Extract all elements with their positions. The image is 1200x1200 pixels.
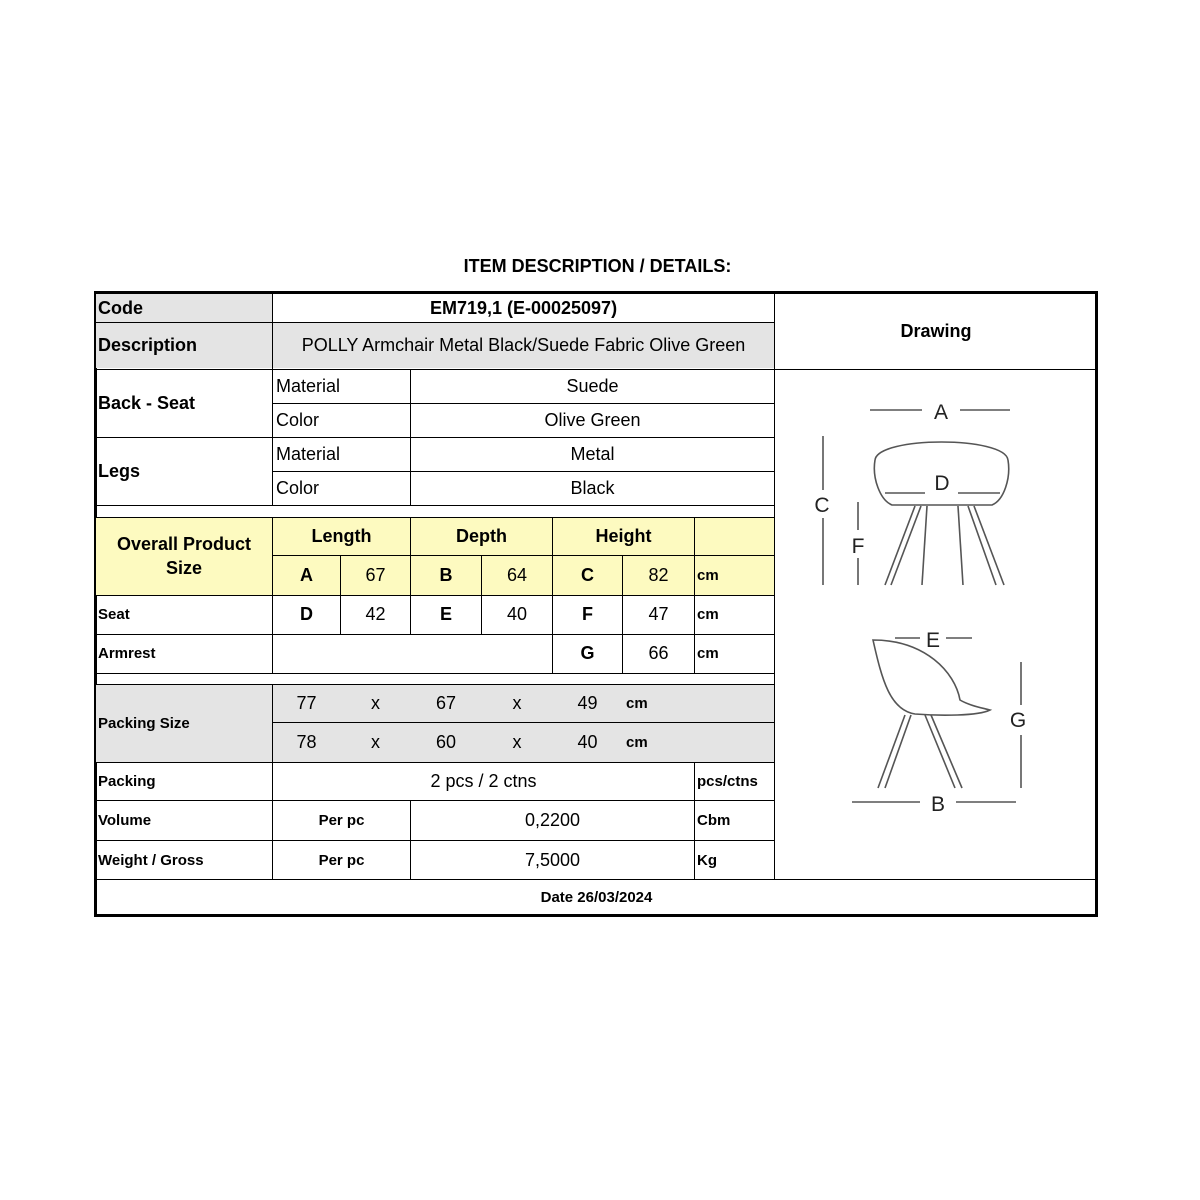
- value-g: 66: [648, 643, 669, 663]
- packing-value: 2 pcs / 2 ctns: [430, 770, 537, 791]
- key-a: A: [300, 565, 313, 585]
- weight-unit: Kg: [697, 851, 717, 869]
- value-f: 47: [648, 604, 669, 624]
- packing-label: Packing: [98, 772, 156, 790]
- drawing-label-b: B: [930, 793, 946, 816]
- value-a: 67: [365, 565, 386, 585]
- overall-unit: cm: [697, 567, 719, 584]
- drawing-label-g: G: [1009, 709, 1027, 732]
- back-seat-color: Olive Green: [544, 409, 641, 430]
- legs-color: Black: [570, 477, 615, 498]
- pack2-unit: cm: [626, 734, 648, 751]
- depth-header: Depth: [456, 525, 507, 546]
- value-c: 82: [648, 565, 669, 585]
- value-d: 42: [365, 604, 386, 624]
- weight-value: 7,5000: [524, 849, 581, 870]
- pack2-width: 60: [435, 732, 457, 752]
- pack1-unit: cm: [626, 694, 648, 712]
- pack2-height: 40: [577, 732, 598, 752]
- height-header: Height: [595, 525, 652, 546]
- volume-value: 0,2200: [524, 810, 581, 830]
- back-seat-material-label: Material: [276, 375, 341, 396]
- seat-label: Seat: [98, 606, 130, 623]
- weight-label: Weight / Gross: [98, 851, 204, 869]
- drawing-label-e: E: [925, 629, 941, 652]
- code-label: Code: [98, 297, 143, 318]
- back-seat-material: Suede: [566, 375, 619, 396]
- code-value: EM719,1 (E-00025097): [429, 297, 618, 318]
- overall-size-label-line1: Overall Product: [116, 534, 252, 554]
- packing-unit: pcs/ctns: [697, 772, 758, 790]
- legs-color-label: Color: [276, 477, 320, 498]
- date: Date 26/03/2024: [540, 889, 653, 906]
- overall-size-label-line2: Size: [165, 558, 203, 578]
- weight-per: Per pc: [318, 851, 365, 869]
- key-e: E: [439, 604, 452, 624]
- pack1-length: 77: [296, 692, 317, 713]
- document-title: ITEM DESCRIPTION / DETAILS:: [463, 256, 732, 276]
- drawing-header: Drawing: [900, 321, 972, 341]
- pack2-length: 78: [296, 732, 317, 752]
- pack2-x1: x: [371, 732, 380, 752]
- value-e: 40: [506, 604, 528, 624]
- description-label: Description: [98, 335, 198, 355]
- armrest-unit: cm: [697, 645, 719, 662]
- packing-size-label: Packing Size: [98, 714, 190, 732]
- drawing-label-c: C: [814, 494, 830, 517]
- pack2-x2: x: [512, 732, 522, 752]
- back-seat-label: Back - Seat: [98, 392, 196, 413]
- key-d: D: [300, 604, 313, 624]
- pack1-height: 49: [577, 692, 598, 713]
- volume-label: Volume: [98, 812, 152, 829]
- description-value: POLLY Armchair Metal Black/Suede Fabric Olive Green: [301, 335, 746, 355]
- legs-label: Legs: [98, 460, 141, 481]
- back-seat-color-label: Color: [276, 409, 320, 430]
- legs-material-label: Material: [276, 443, 341, 464]
- armrest-label: Armrest: [98, 645, 156, 662]
- seat-unit: cm: [697, 606, 719, 623]
- key-g: G: [580, 643, 595, 663]
- length-header: Length: [311, 525, 372, 546]
- pack1-x1: x: [371, 692, 380, 713]
- key-b: B: [439, 565, 453, 585]
- drawing-label-a: A: [933, 401, 949, 424]
- pack1-x2: x: [512, 692, 522, 713]
- drawing-label-d: D: [934, 472, 950, 495]
- key-c: C: [581, 565, 594, 585]
- volume-per: Per pc: [318, 812, 365, 829]
- volume-unit: Cbm: [697, 812, 731, 829]
- legs-material: Metal: [570, 443, 615, 464]
- value-b: 64: [506, 565, 528, 585]
- key-f: F: [582, 604, 593, 624]
- drawing-label-f: F: [851, 535, 865, 558]
- pack1-width: 67: [435, 692, 457, 713]
